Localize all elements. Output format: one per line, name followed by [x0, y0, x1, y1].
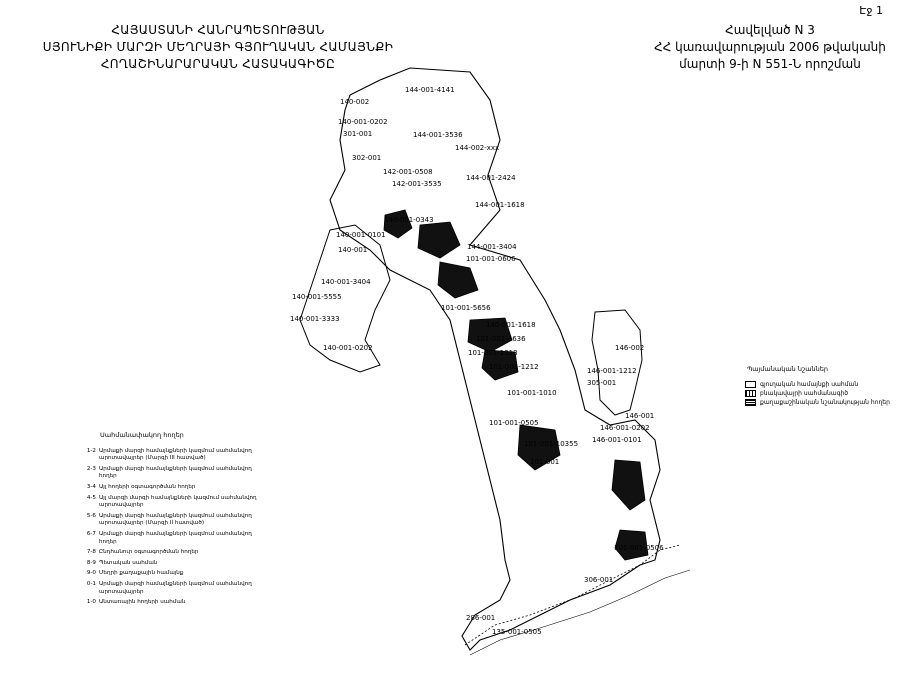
parcel-label: 101-001-1313	[468, 349, 518, 357]
land-use-legend-item	[82, 549, 267, 557]
annex-line: ՀՀ կառավարության 2006 թվականի	[654, 40, 886, 54]
parcel-label: 101-001-1010	[507, 389, 557, 397]
legend-label: գյուղական համայնքի սահման	[760, 381, 859, 388]
parcel-label: 142-001-3535	[392, 180, 442, 188]
east-parcel-boundary	[592, 310, 645, 415]
legend-code: 7-8	[86, 549, 96, 556]
legend-item	[745, 380, 905, 389]
parcel-label: 144-001-3536	[413, 131, 463, 139]
parcel-label: 140-001-1618	[486, 321, 536, 329]
legend-title: Պայմանական նշաններ	[747, 365, 829, 373]
legend-text: Արմաքի մարզի համայնքների կազմում սահմանվող արոտավայրեր	[99, 580, 252, 595]
legend-code: 4-5	[86, 494, 96, 501]
legend-text: Այլ մարզի մարզի համայնքների կազմում սահմանվող արոտավայրեր	[99, 494, 257, 509]
parcel-label: 144-001-4141	[405, 86, 455, 94]
parcel-label: 140-001-3404	[321, 278, 371, 286]
map-legend	[745, 365, 905, 407]
land-use-legend-item	[82, 560, 267, 568]
legend-code: 2-3	[86, 465, 96, 472]
parcel-label: 144-001-3404	[467, 243, 517, 251]
legend-code: 1-2	[86, 447, 96, 454]
parcel-label: 286-001	[466, 614, 496, 622]
legend-code: 3-4	[86, 483, 96, 490]
parcel-label: 140-001-0202	[338, 118, 388, 126]
parcel-label: 140-001	[338, 246, 368, 254]
parcel-label: 301-001	[343, 130, 373, 138]
legend-text: Այլ հողերի օգտագործման հողեր	[99, 483, 196, 490]
legend-code: 6-7	[86, 530, 96, 537]
parcel-label: 140-001-3333	[290, 315, 340, 323]
title-line: ՀՈՂԱՇԻՆԱՐԱՐԱԿԱՆ ՀԱՏԱԿԱԳԻԾԸ	[100, 57, 336, 71]
legend-text: Անտառային հողերի սահման	[99, 599, 186, 606]
parcel-label: 305-001	[587, 379, 617, 387]
parcel-label: 146-001-0101	[592, 436, 642, 444]
land-use-legend-item	[82, 466, 267, 481]
parcel-label: 101-001-3636	[476, 335, 526, 343]
parcel-labels	[290, 86, 664, 636]
legend-item	[745, 389, 905, 398]
parcel-label: 101-001-0505	[489, 419, 539, 427]
parcel-label: 302-001	[352, 154, 382, 162]
land-use-legend-item	[82, 570, 267, 578]
legend-code: 9-0	[86, 570, 96, 577]
title-line: ՀԱՅԱՍՏԱՆԻ ՀԱՆՐԱՊԵՏՈՒԹՅԱՆ	[111, 23, 325, 37]
annex-line: Հավելված N 3	[725, 23, 815, 37]
parcel-label: 101-001-0606	[466, 255, 516, 263]
parcel-label: 146-002	[615, 344, 645, 352]
legend-text: Արմաքի մարզի համայնքների կազմում սահմանվող արոտավայրեր (Մարզի III հատված)	[99, 447, 252, 462]
parcel-label: 142-001-0508	[383, 168, 433, 176]
parcel-label: 101-001-10355	[524, 440, 579, 448]
legend-text: Ընդհանուր օգտագործման հողեր	[99, 549, 199, 556]
parcel-label: 144-002-xxx	[455, 144, 500, 152]
legend-swatch	[745, 381, 756, 388]
land-use-legend-item	[82, 513, 267, 528]
parcel-label: 140-001-0202	[323, 344, 373, 352]
land-use-legend	[82, 432, 267, 610]
parcel-label: 146-001-1212	[587, 367, 637, 375]
page-number: Էջ 1	[859, 4, 883, 17]
legend-text: Պետական սահման	[99, 559, 158, 566]
legend-swatch	[745, 399, 756, 406]
legend-label: բնակավայրի սահմանագիծ	[760, 390, 849, 397]
parcel-label: 101-001-5656	[441, 304, 491, 312]
border-line	[470, 570, 690, 655]
parcel-label: 146-001	[625, 412, 655, 420]
legend-text: Արմաքի մարզի համայնքների կազմում սահմանվող արոտավայրեր (Մարզի II հատված)	[99, 512, 252, 527]
parcel-label: 140-001-5555	[292, 293, 342, 301]
legend-code: 0-1	[86, 580, 96, 587]
legend-code: 5-6	[86, 512, 96, 519]
parcel-label: 101-001-0506	[614, 544, 664, 552]
land-use-legend-title: Սահմանափակող հողեր	[100, 431, 184, 439]
legend-text: Մեղրի քաղաքային համայնք	[99, 570, 184, 577]
legend-swatch	[745, 390, 756, 397]
legend-code: 1-0	[86, 599, 96, 606]
legend-text: Արմաքի մարզի համայնքների կազմում սահմանվող հողեր	[99, 465, 252, 480]
parcel-label: 135-001-0505	[492, 628, 542, 636]
parcel-label: 144-001-2424	[466, 174, 516, 182]
parcel-label: 144-001-1618	[475, 201, 525, 209]
land-use-legend-item	[82, 495, 267, 510]
parcel-label: 101-001	[530, 458, 560, 466]
land-use-legend-item	[82, 531, 267, 546]
legend-item	[745, 398, 905, 407]
legend-label: քաղաքաշինական նշանակության հողեր	[760, 399, 890, 406]
annex-line: մարտի 9-ի N 551-Ն որոշման	[679, 57, 861, 71]
parcel-label: 146-001-0202	[600, 424, 650, 432]
legend-text: Արմաքի մարզի համայնքների կազմում սահմանվող հողեր	[99, 530, 252, 545]
parcel-label: 101-001-1212	[489, 363, 539, 371]
title-line: ՍՅՈՒՆԻՔԻ ՄԱՐԶԻ ՄԵՂՐԱՅԻ ԳՅՈՒՂԱԿԱՆ ՀԱՄԱՅՆՔԻ	[42, 40, 394, 54]
land-use-legend-item	[82, 599, 267, 607]
land-use-legend-item	[82, 448, 267, 463]
parcel-label: 140-001-0343	[384, 216, 434, 224]
land-use-legend-item	[82, 484, 267, 492]
parcel-label: 140-002	[340, 98, 370, 106]
legend-code: 8-9	[86, 559, 96, 566]
parcel-label: 140-001-0101	[336, 231, 386, 239]
land-use-legend-item	[82, 581, 267, 596]
parcel-label: 306-001	[584, 576, 614, 584]
